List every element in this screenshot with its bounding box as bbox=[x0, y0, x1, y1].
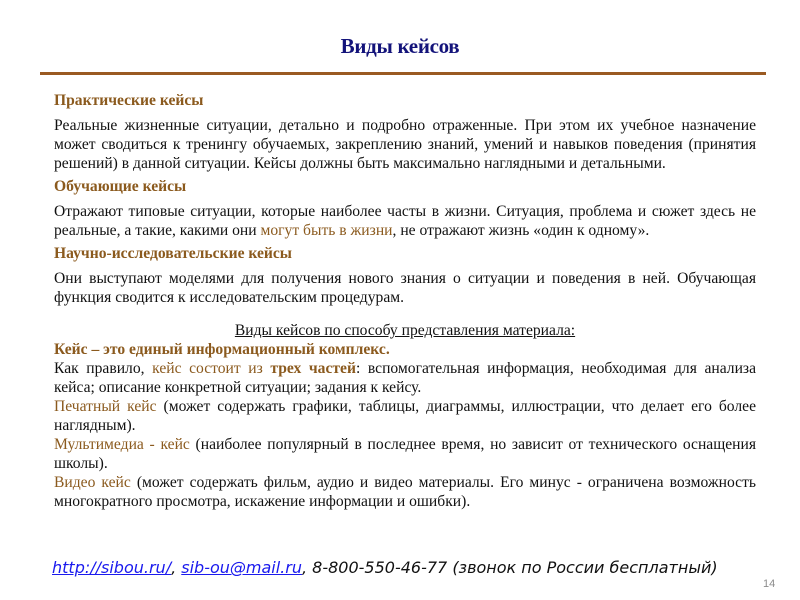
highlighted-phrase: могут быть в жизни bbox=[260, 222, 393, 239]
slide-title: Виды кейсов bbox=[340, 34, 460, 58]
section-text bbox=[54, 202, 756, 240]
presentation-subtitle: Виды кейсов по способу представления материала: bbox=[234, 322, 576, 339]
phone-number: 8-800-550-46-77 (звонок по России бесплатный) bbox=[312, 558, 718, 577]
section-text: Реальные жизненные ситуации, детально и подробно отраженные. При этом их учебное назначение может сводиться к тренингу обучаемых, закреплению знаний, умений и навыков поведения (принятия решений) в данной ситуации. Кейсы должны быть максимально наглядными и детальными. bbox=[54, 117, 756, 172]
separator: , bbox=[301, 558, 313, 577]
case-type-name: Печатный кейс bbox=[54, 398, 157, 415]
case-type-print bbox=[54, 397, 756, 435]
section-practical bbox=[54, 91, 756, 173]
page-number: 14 bbox=[763, 578, 776, 590]
parts-text bbox=[54, 359, 756, 397]
parts-suffix: : вспомогательная информация, необходимая для анализа кейса; описание конкретной ситуации; задания к кейсу. bbox=[54, 360, 756, 396]
section-research bbox=[54, 244, 756, 307]
case-type-description: (наиболее популярный в последнее время, но зависит от технического оснащения школы). bbox=[54, 436, 756, 472]
section-heading: Научно-исследовательские кейсы bbox=[54, 245, 292, 262]
section-text: Они выступают моделями для получения нового знания о ситуации и поведения в ней. Обучающая функция сводится к исследовательским процедурам. bbox=[54, 270, 756, 306]
slide-content bbox=[54, 91, 756, 511]
case-type-video bbox=[54, 473, 756, 511]
text-before: Отражают типовые ситуации, которые наиболее часты в жизни. Ситуация, проблема и сюжет здесь не реальные, а такие, какими они bbox=[54, 203, 756, 239]
website-link[interactable]: http://sibou.ru/ bbox=[52, 558, 172, 577]
case-type-description: (может содержать фильм, аудио и видео материалы. Его минус - ограничена возможность многократного просмотра, искажение информации и ошибки). bbox=[54, 474, 757, 510]
text-after: , не отражают жизнь «один к одному». bbox=[392, 222, 650, 239]
case-type-name: Мультимедиа - кейс bbox=[54, 436, 190, 453]
complex-heading: Кейс – это единый информационный комплекс. bbox=[54, 341, 390, 358]
section-educational bbox=[54, 177, 756, 240]
separator: , bbox=[171, 558, 182, 577]
parts-accent-bold: трех частей bbox=[270, 360, 356, 377]
contact-footer bbox=[52, 558, 718, 577]
case-type-multimedia bbox=[54, 435, 756, 473]
case-type-description: (может содержать графики, таблицы, диаграммы, иллюстрации, что делает его более наглядным). bbox=[54, 398, 757, 434]
email-link[interactable]: sib-ou@mail.ru bbox=[181, 558, 302, 577]
parts-prefix: Как правило, bbox=[54, 360, 153, 377]
case-type-name: Видео кейс bbox=[54, 474, 131, 491]
section-heading: Обучающие кейсы bbox=[54, 178, 187, 195]
parts-accent: кейс состоит из bbox=[152, 360, 271, 377]
section-heading: Практические кейсы bbox=[54, 92, 204, 109]
title-divider bbox=[40, 72, 766, 75]
